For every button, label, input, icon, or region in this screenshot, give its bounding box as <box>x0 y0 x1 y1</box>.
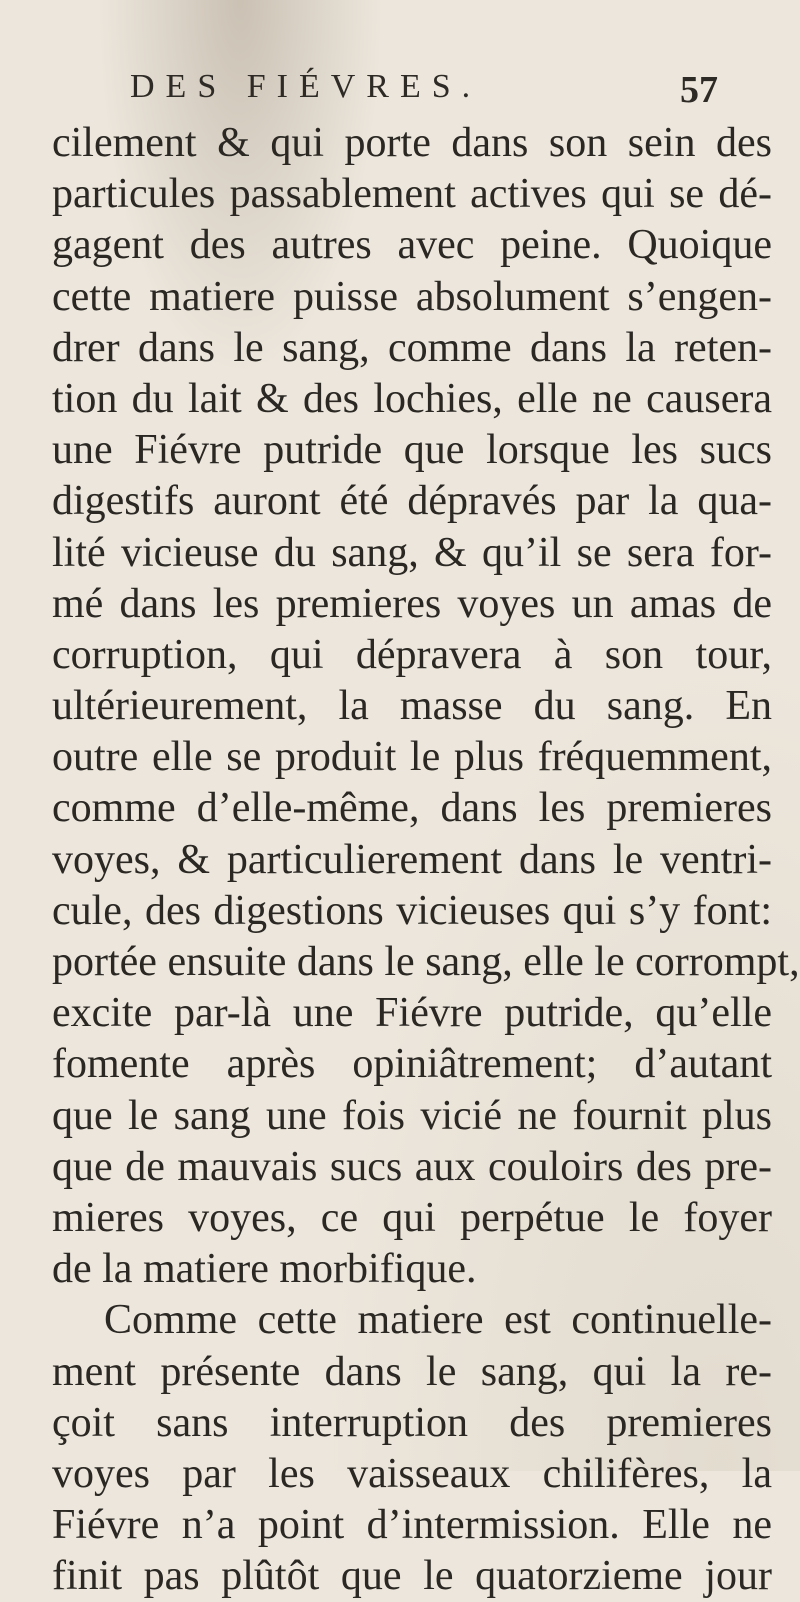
text-line: digestifs auront été dépravés par la qua- <box>52 478 772 525</box>
text-line: corruption, qui dépravera à son tour, <box>52 631 772 678</box>
text-line: çoit sans interruption des premieres <box>52 1399 772 1446</box>
page-number: 57 <box>680 69 718 111</box>
text-line: que le sang une fois vicié ne fournit plus <box>52 1092 772 1139</box>
text-line: fomente après opiniâtrement; d’autant <box>52 1041 772 1088</box>
text-line: cette matiere puisse absolument s’engen- <box>52 273 772 320</box>
text-line: finit pas plûtôt que le quatorzieme jour <box>52 1553 772 1600</box>
text-line: voyes par les vaisseaux chilifères, la <box>52 1450 772 1497</box>
running-title: DES FIÉVRES. <box>130 68 482 105</box>
text-line: une Fiévre putride que lorsque les sucs <box>52 427 772 474</box>
text-line: Fiévre n’a point d’intermission. Elle ne <box>52 1502 772 1549</box>
text-line: outre elle se produit le plus fréquemment, <box>52 734 772 781</box>
text-line: excite par-là une Fiévre putride, qu’elle <box>52 990 772 1037</box>
text-line: Comme cette matiere est continuelle- <box>104 1297 772 1344</box>
text-line: tion du lait & des lochies, elle ne causera <box>52 375 772 422</box>
text-line: que de mauvais sucs aux couloirs des pre- <box>52 1143 772 1190</box>
text-line: ultérieurement, la masse du sang. En <box>52 683 772 730</box>
running-head <box>0 68 800 112</box>
text-line: mieres voyes, ce qui perpétue le foyer <box>52 1194 772 1241</box>
text-line: ment présente dans le sang, qui la re- <box>52 1348 772 1395</box>
text-line: de la matiere morbifique. <box>52 1246 477 1293</box>
text-line: particules passablement actives qui se dé- <box>52 171 772 218</box>
text-line: gagent des autres avec peine. Quoique <box>52 222 772 269</box>
text-line: cilement & qui porte dans son sein des <box>52 120 772 166</box>
text-line: cule, des digestions vicieuses qui s’y font: <box>52 887 772 934</box>
text-line: portée ensuite dans le sang, elle le corrompt, <box>52 939 800 985</box>
text-line: voyes, & particulierement dans le ventri- <box>52 836 772 883</box>
text-line: lité vicieuse du sang, & qu’il se sera for- <box>52 529 772 576</box>
body-text <box>52 118 800 1602</box>
text-line: mé dans les premieres voyes un amas de <box>52 580 772 627</box>
text-line: comme d’elle-même, dans les premieres <box>52 785 772 832</box>
text-line: drer dans le sang, comme dans la reten- <box>52 324 772 371</box>
